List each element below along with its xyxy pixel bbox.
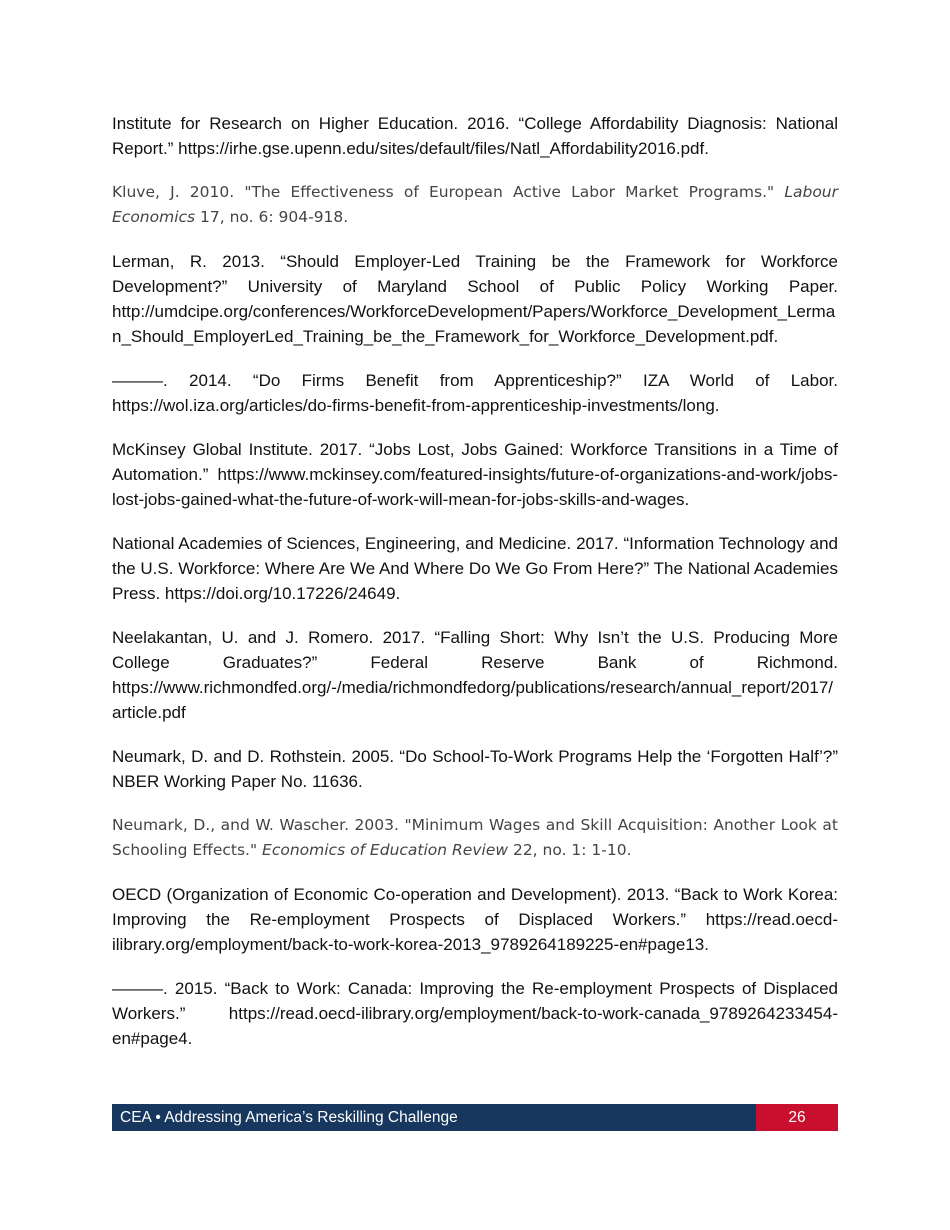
reference-entry	[112, 976, 838, 1051]
reference-text: Neelakantan, U. and J. Romero. 2017. “Falling Short: Why Isn’t the U.S. Producing More College Graduates?” Federal Reserve Bank of Richmond. https://www.richmondfed.org/-/media/richmondfedorg/publications/research/annual_report/2017/article.pdf	[112, 628, 838, 722]
reference-text: Lerman, R. 2013. “Should Employer-Led Training be the Framework for Workforce Development?” University of Maryland School of Public Policy Working Paper. http://umdcipe.org/conferences/WorkforceDevelopment/Papers/Workforce_Development_Lerman_Should_EmployerLed_Training_be_the_Framework_for_Workforce_Development.pdf.	[112, 252, 838, 346]
reference-entry	[112, 437, 838, 512]
reference-entry	[112, 744, 838, 794]
page-number: 26	[756, 1104, 838, 1131]
reference-entry	[112, 111, 838, 161]
reference-text: OECD (Organization of Economic Co-operation and Development). 2013. “Back to Work Korea: Improving the Re-employment Prospects of Displaced Workers.” https://read.oecd-ilibrary.org/employment/back-to-work-korea-2013_9789264189225-en#page13.	[112, 885, 838, 954]
reference-text: Kluve, J. 2010. "The Effectiveness of European Active Labor Market Programs."	[112, 183, 785, 201]
reference-entry	[112, 882, 838, 957]
reference-journal-title: Economics of Education Review	[262, 841, 509, 859]
reference-text: Neumark, D. and D. Rothstein. 2005. “Do School-To-Work Programs Help the ‘Forgotten Half’?” NBER Working Paper No. 11636.	[112, 747, 838, 791]
footer-title: CEA • Addressing America’s Reskilling Challenge	[112, 1104, 756, 1131]
reference-text: Neumark, D., and W. Wascher. 2003. "Minimum Wages and Skill Acquisition: Another Look at Schooling Effects."	[112, 816, 838, 859]
reference-text: ———. 2015. “Back to Work: Canada: Improving the Re-employment Prospects of Displaced Workers.” https://read.oecd-ilibrary.org/employment/back-to-work-canada_9789264233454-en#page4.	[112, 979, 838, 1048]
reference-text: McKinsey Global Institute. 2017. “Jobs Lost, Jobs Gained: Workforce Transitions in a Time of Automation.” https://www.mckinsey.com/featured-insights/future-of-organizations-and-work/jobs-lost-jobs-gained-what-the-future-of-work-will-mean-for-jobs-skills-and-wages.	[112, 440, 838, 509]
reference-journal-title: Labour Economics	[112, 183, 838, 226]
reference-text: 22, no. 1: 1-10.	[508, 841, 632, 859]
reference-list	[112, 111, 838, 1070]
reference-entry	[112, 180, 838, 230]
reference-text: Institute for Research on Higher Education. 2016. “College Affordability Diagnosis: National Report.” https://irhe.gse.upenn.edu/sites/default/files/Natl_Affordability2016.pdf.	[112, 114, 838, 158]
reference-text: National Academies of Sciences, Engineering, and Medicine. 2017. “Information Technology and the U.S. Workforce: Where Are We And Where Do We Go From Here?” The National Academies Press. https://doi.org/10.17226/24649.	[112, 534, 838, 603]
reference-entry	[112, 813, 838, 863]
reference-entry	[112, 625, 838, 725]
reference-entry	[112, 249, 838, 349]
page-footer	[112, 1104, 838, 1131]
reference-text: ———. 2014. “Do Firms Benefit from Apprenticeship?” IZA World of Labor. https://wol.iza.org/articles/do-firms-benefit-from-apprenticeship-investments/long.	[112, 371, 838, 415]
reference-text: 17, no. 6: 904-918.	[195, 208, 349, 226]
reference-entry	[112, 531, 838, 606]
reference-entry	[112, 368, 838, 418]
